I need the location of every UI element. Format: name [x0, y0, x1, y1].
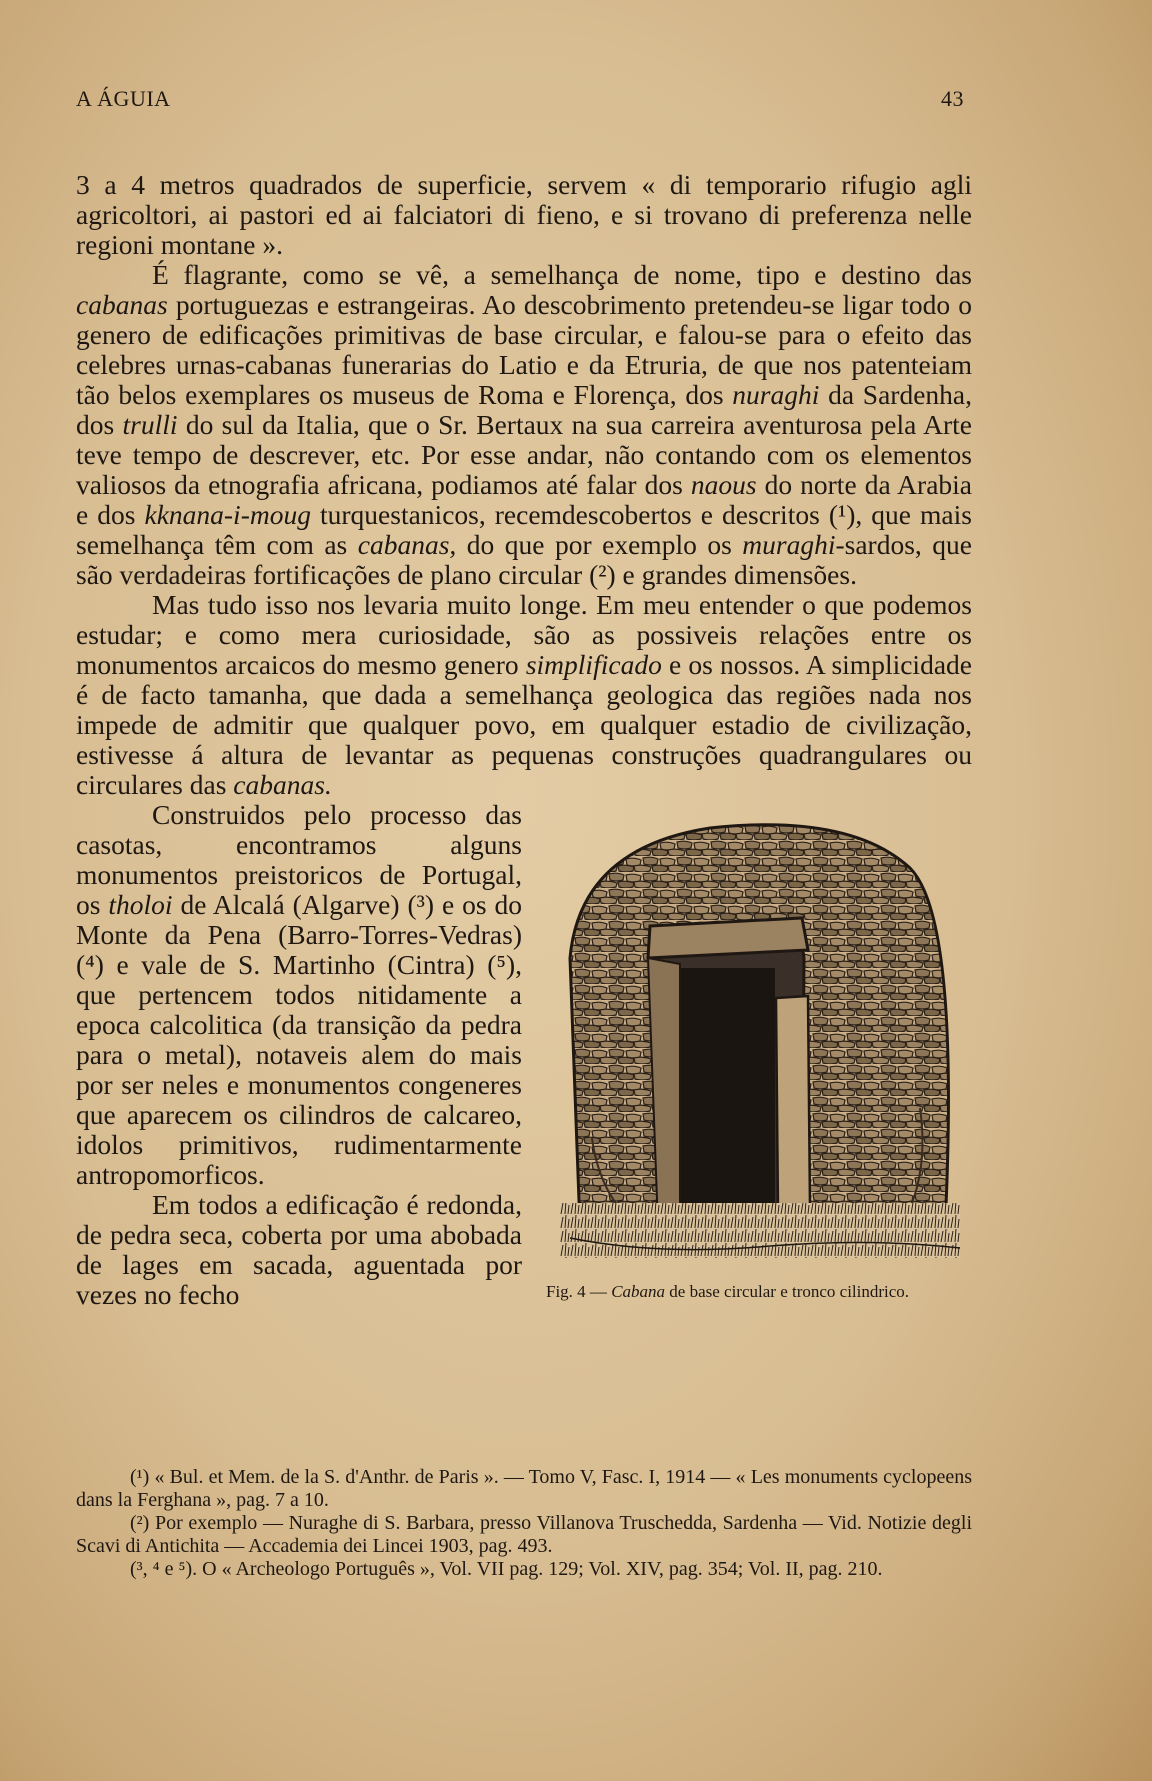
paragraph-5: Em todos a edificação é redonda, de pedra seca, coberta por uma abobada de lages em sacada, aguentada por vezes no fecho — [76, 1189, 522, 1310]
footnotes — [76, 1466, 972, 1581]
body-text — [76, 170, 972, 1310]
footnote-3: (³, ⁴ e ⁵). O « Archeologo Português », Vol. VII pag. 129; Vol. XIV, pag. 354; Vol. II, pag. 210. — [130, 1558, 883, 1580]
figure-caption: Fig. 4 — Cabana de base circular e tronco cilindrico. — [546, 1282, 910, 1301]
footnote-1: (¹) « Bul. et Mem. de la S. d'Anthr. de Paris ». — Tomo V, Fasc. I, 1914 — « Les monuments cyclopeens dans la Ferghana », pag. 7 a 10. — [76, 1466, 972, 1511]
paragraph-2: É flagrante, como se vê, a semelhança de nome, tipo e destino das cabanas portuguezas e estrangeiras. Ao descobrimento pretendeu-se ligar todo o genero de edificações primitivas de base circular, e falou-se para o efeito das celebres urnas-cabanas funerarias do Latio e da Etruria, de que nos patenteiam tão belos exemplares os museus de Roma e Florença, dos nuraghi da Sardenha, dos trulli do sul da Italia, que o Sr. Bertaux na sua carreira aventurosa pela Arte teve tempo de descrever, etc. Por esse andar, não contando com os elementos valiosos da etnografia africana, podiamos até falar dos naous do norte da Arabia e dos kknana-i-moug turquestanicos, recemdescobertos e descritos (¹), que mais semelhança têm com as cabanas, do que por exemplo os muraghi-sardos, que são verdadeiras fortificações de plano circular (²) e grandes dimensões. — [76, 259, 973, 590]
page-number: 43 — [941, 86, 964, 111]
running-header: A ÁGUIA — [76, 86, 171, 111]
paragraph-1: 3 a 4 metros quadrados de superficie, servem « di temporario rifugio agli agricoltori, ai pastori ed ai falciatori di fieno, e si trovano di preferenza nelle regioni montane ». — [76, 169, 972, 260]
footnote-2: (²) Por exemplo — Nuraghe di S. Barbara, presso Villanova Truschedda, Sardenha — Vid. Notizie degli Scavi di Antichita — Accademia dei Lincei 1903, pag. 493. — [76, 1512, 972, 1557]
stone-hut-illustration — [540, 808, 972, 1278]
figure-4 — [540, 808, 972, 1302]
paragraph-3: Mas tudo isso nos levaria muito longe. Em meu entender o que podemos estudar; e como mera curiosidade, são as possiveis relações entre os monumentos arcaicos do mesmo genero simplificado e os nossos. A simplicidade é de facto tamanha, que dada a semelhança geologica das regiões nada nos impede de admitir que qualquer povo, em qualquer estadio de civilização, estivesse á altura de levantar as pequenas construções quadrangulares ou circulares das cabanas. — [76, 589, 972, 800]
paragraph-4: Construidos pelo processo das casotas, encontramos alguns monumentos preistoricos de Portugal, os tholoi de Alcalá (Algarve) (³) e os do Monte da Pena (Barro-Torres-Vedras) (⁴) e vale de S. Martinho (Cintra) (⁵), que pertencem todos nitidamente a epoca calcolitica (da transição da pedra para o metal), notaveis alem do mais por ser neles e monumentos congeneres que aparecem os cilindros de calcareo, idolos primitivos, rudimentarmente antropomorficos. — [76, 799, 522, 1190]
